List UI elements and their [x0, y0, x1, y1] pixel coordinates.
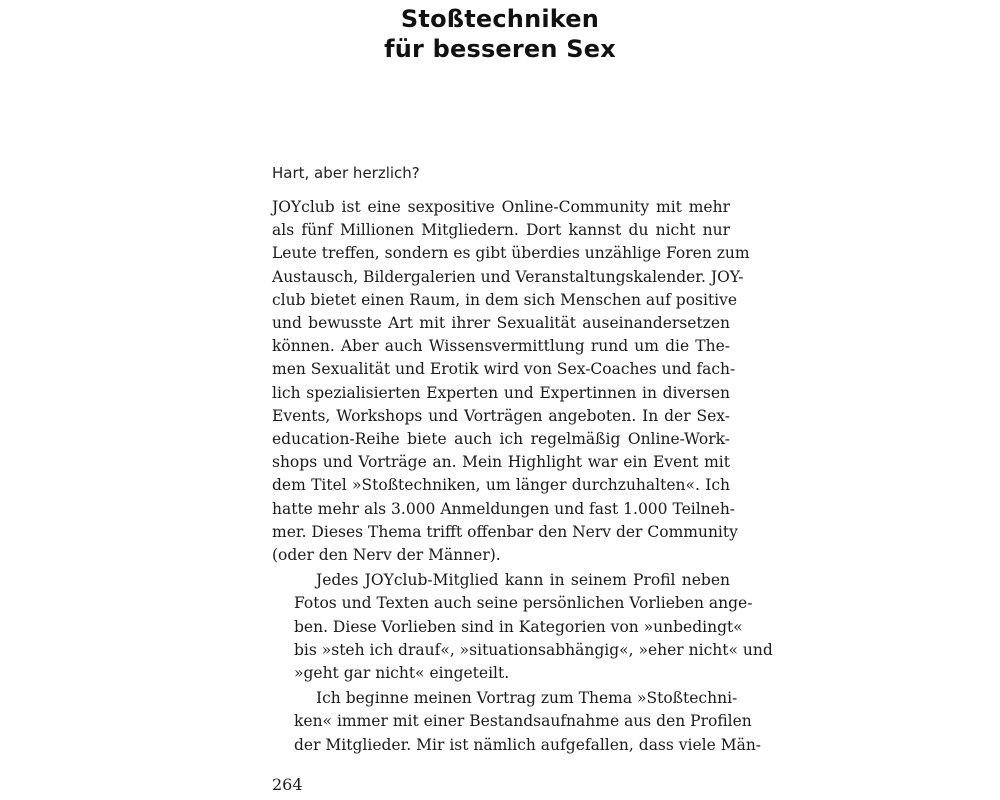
text-line: mer. Dieses Thema trifft offenbar den Nerv der Community [272, 522, 738, 541]
text-line: hatte mehr als 3.000 Anmeldungen und fast 1.000 Teilneh- [272, 499, 736, 518]
text-line: Austausch, Bildergalerien und Veranstaltungskalender. JOY- [272, 267, 744, 286]
text-line: können. Aber auch Wissensvermittlung rund um die The- [272, 337, 730, 356]
chapter-title [0, 4, 1000, 64]
text-line: ben. Diese Vorlieben sind in Kategorien von »unbedingt« [294, 617, 743, 636]
text-line: Jedes JOYclub-Mitglied kann in seinem Profil neben [316, 571, 730, 590]
text-line: »geht gar nicht« eingeteilt. [294, 664, 510, 683]
paragraph-3 [272, 687, 762, 757]
chapter-title-line-2: für besseren Sex [384, 35, 616, 63]
text-line: Fotos und Texten auch seine persönlichen Vorlieben ange- [294, 594, 753, 613]
paragraph-2 [272, 569, 773, 685]
text-line: als fünf Millionen Mitgliedern. Dort kannst du nicht nur [272, 221, 730, 240]
text-line: dem Titel »Stoßtechniken, um länger durchzuhalten«. Ich [272, 476, 730, 495]
text-line: JOYclub ist eine sexpositive Online-Community mit mehr [272, 198, 730, 216]
paragraph-1 [272, 196, 750, 567]
text-line: bis »steh ich drauf«, »situationsabhängig«, »eher nicht« und [294, 640, 773, 659]
text-line: (oder den Nerv der Männer). [272, 546, 501, 565]
text-line: shops und Vorträge an. Mein Highlight war ein Event mit [272, 453, 730, 472]
text-line: Leute treffen, sondern es gibt überdies unzählige Foren zum [272, 244, 750, 263]
page-number: 264 [272, 775, 303, 794]
text-line: men Sexualität und Erotik wird von Sex-Coaches und fach- [272, 360, 736, 379]
text-line: education-Reihe biete auch ich regelmäßig Online-Work- [272, 430, 730, 449]
text-line: der Mitglieder. Mir ist nämlich aufgefallen, dass viele Män- [294, 735, 762, 754]
text-line: lich spezialisierten Experten und Expertinnen in diversen [272, 383, 730, 402]
body-text [272, 196, 773, 757]
chapter-title-line-1: Stoßtechniken [400, 5, 600, 33]
text-line: Events, Workshops und Vorträgen angeboten. In der Sex- [272, 406, 730, 425]
text-line: und bewusste Art mit ihrer Sexualität auseinandersetzen [272, 314, 730, 333]
text-line: Ich beginne meinen Vortrag zum Thema »Stoßtechni- [316, 689, 738, 708]
section-subheading: Hart, aber herzlich? [272, 164, 420, 182]
text-line: club bietet einen Raum, in dem sich Menschen auf positive [272, 290, 738, 309]
text-line: ken« immer mit einer Bestandsaufnahme aus den Profilen [294, 712, 752, 731]
